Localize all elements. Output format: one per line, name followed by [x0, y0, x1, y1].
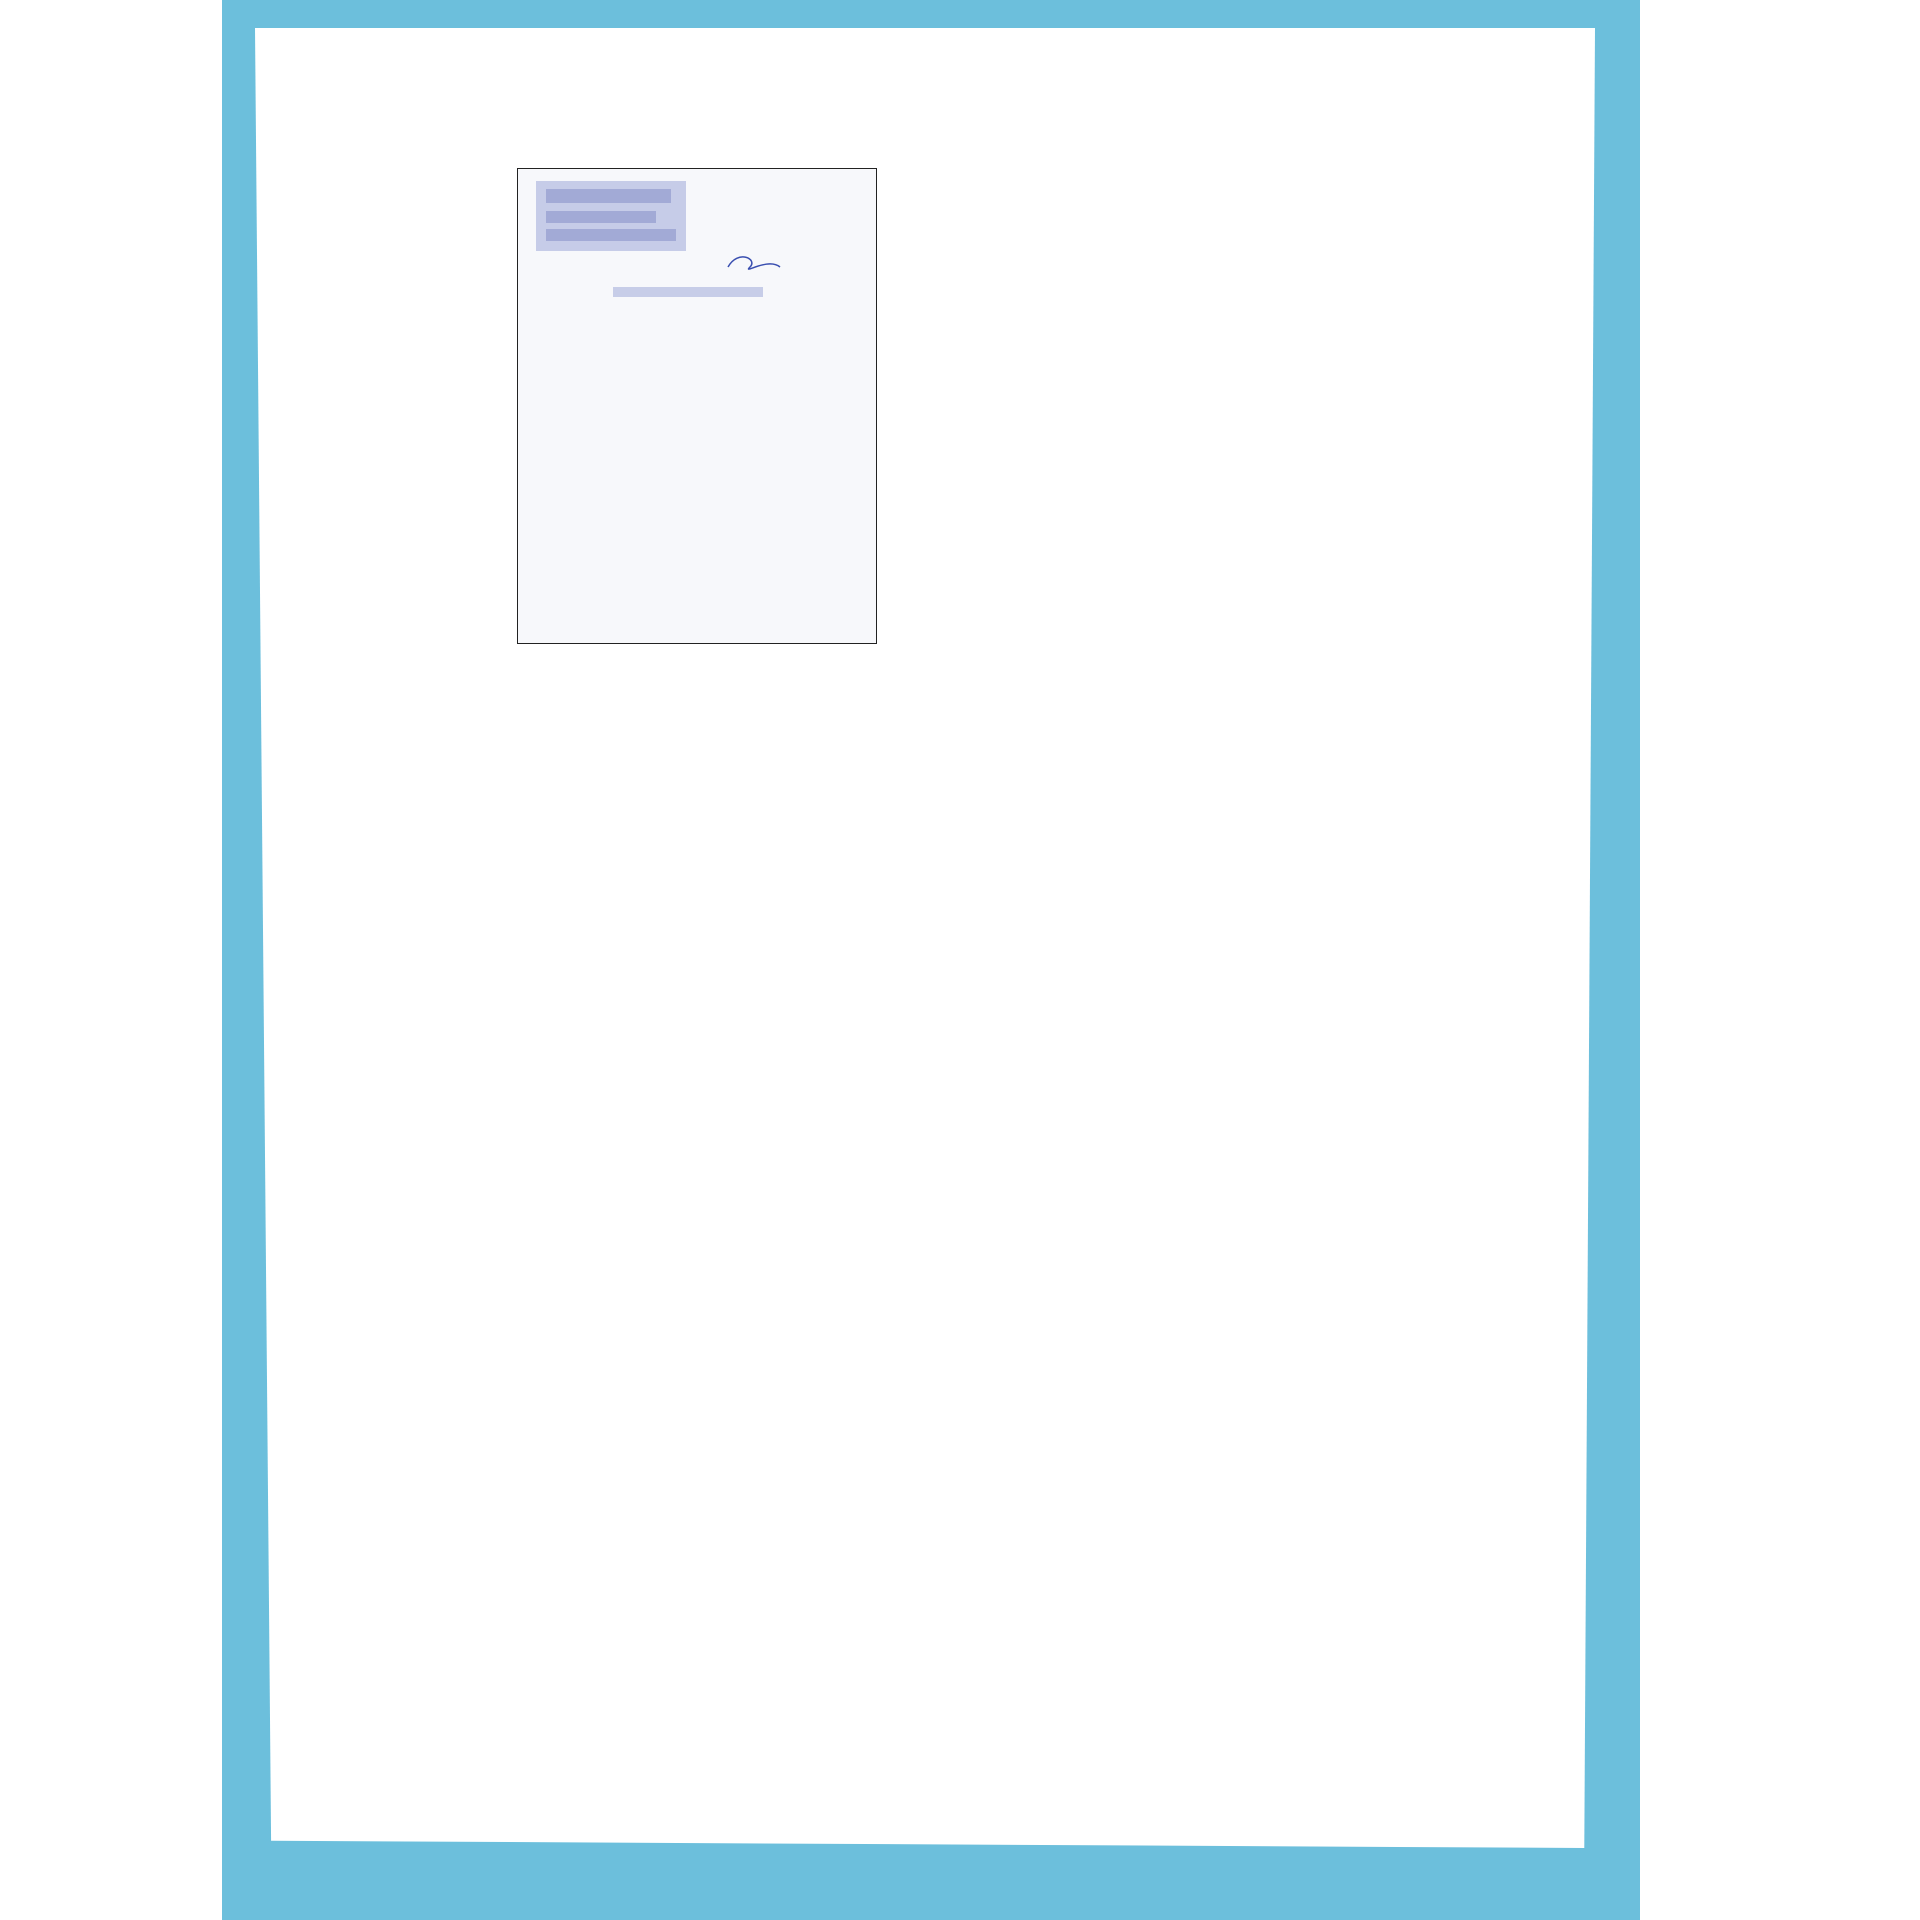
blood-test-form-image — [517, 168, 877, 644]
conclusion-section — [315, 715, 1565, 893]
notebook-page — [255, 28, 1595, 1848]
spiral-binding — [0, 0, 1920, 140]
